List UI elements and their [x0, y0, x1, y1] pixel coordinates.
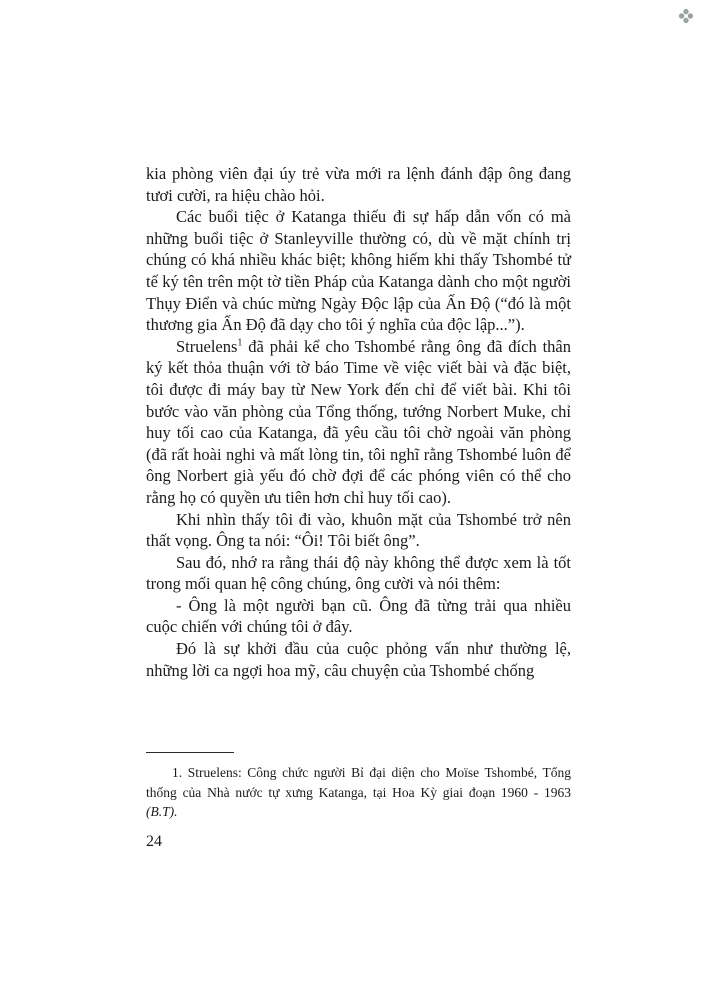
- page-number: 24: [146, 833, 162, 850]
- footnote-reference-marker: 1: [237, 337, 243, 349]
- paragraph-1: kia phòng viên đại úy trẻ vừa mới ra lệnh đánh đập ông đang tươi cười, ra hiệu chào hỏi.: [146, 164, 571, 205]
- paragraph-6: - Ông là một người bạn cũ. Ông đã từng trải qua nhiều cuộc chiến với chúng tôi ở đây.: [146, 595, 571, 637]
- paragraph-4: Khi nhìn thấy tôi đi vào, khuôn mặt của Tshombé trở nên thất vọng. Ông ta nói: “Ôi! Tôi biết ông”.: [146, 509, 571, 551]
- paragraph-3-lead: Struelens: [176, 336, 238, 356]
- paragraph-7: Đó là sự khởi đầu của cuộc phỏng vấn như thường lệ, những lời ca ngợi hoa mỹ, câu chuyện của Tshombé chống: [146, 639, 571, 680]
- paragraph-3: [146, 336, 571, 509]
- footnote-block: [146, 752, 571, 822]
- footnote-text: [146, 763, 571, 822]
- paragraph-2: Các buổi tiệc ở Katanga thiếu đi sự hấp dẫn vốn có mà những buổi tiệc ở Stanleyville thường có, dù về mặt chính trị chúng có khá nhiều khác biệt; không hiếm khi thấy Tshombé tử tế ký tên trên một tờ tiền Pháp của Katanga dành cho một người Thụy Điển và chúc mừng Ngày Độc lập của Ấn Độ (“đó là một thương gia Ấn Độ đã dạy cho tôi ý nghĩa của độc lập...”).: [146, 207, 571, 335]
- body-text: [146, 163, 571, 681]
- footnote-body: 1. Struelens: Công chức người Bỉ đại diện cho Moïse Tshombé, Tổng thống của Nhà nước tự xưng Katanga, tại Hoa Kỳ giai đoạn 1960 - 1963: [146, 765, 571, 800]
- flower-ornament-icon: [678, 8, 694, 24]
- footnote-translator-note: (B.T).: [146, 804, 178, 819]
- paragraph-5: Sau đó, nhớ ra rằng thái độ này không thể được xem là tốt trong mối quan hệ công chúng, ông cười và nói thêm:: [146, 552, 571, 594]
- footnote-divider: [146, 752, 234, 753]
- paragraph-3-rest: đã phải kể cho Tshombé rằng ông đã đích thân ký kết thỏa thuận với tờ báo Time về việc viết bài và đặc biệt, tôi được đi máy bay từ New York đến chỉ để viết bài. Khi tôi bước vào văn phòng của Tổng thống, tướng Norbert Muke, chỉ huy tối cao của Katanga, đã yêu cầu tôi chờ ngoài văn phòng (đã rất hoài nghi và mất lòng tin, tôi nghĩ rằng Tshombé luôn để ông Norbert già yếu đó chờ đợi để các phóng viên có thể cho rằng họ có quyền ưu tiên hơn chỉ huy tối cao).: [146, 336, 571, 507]
